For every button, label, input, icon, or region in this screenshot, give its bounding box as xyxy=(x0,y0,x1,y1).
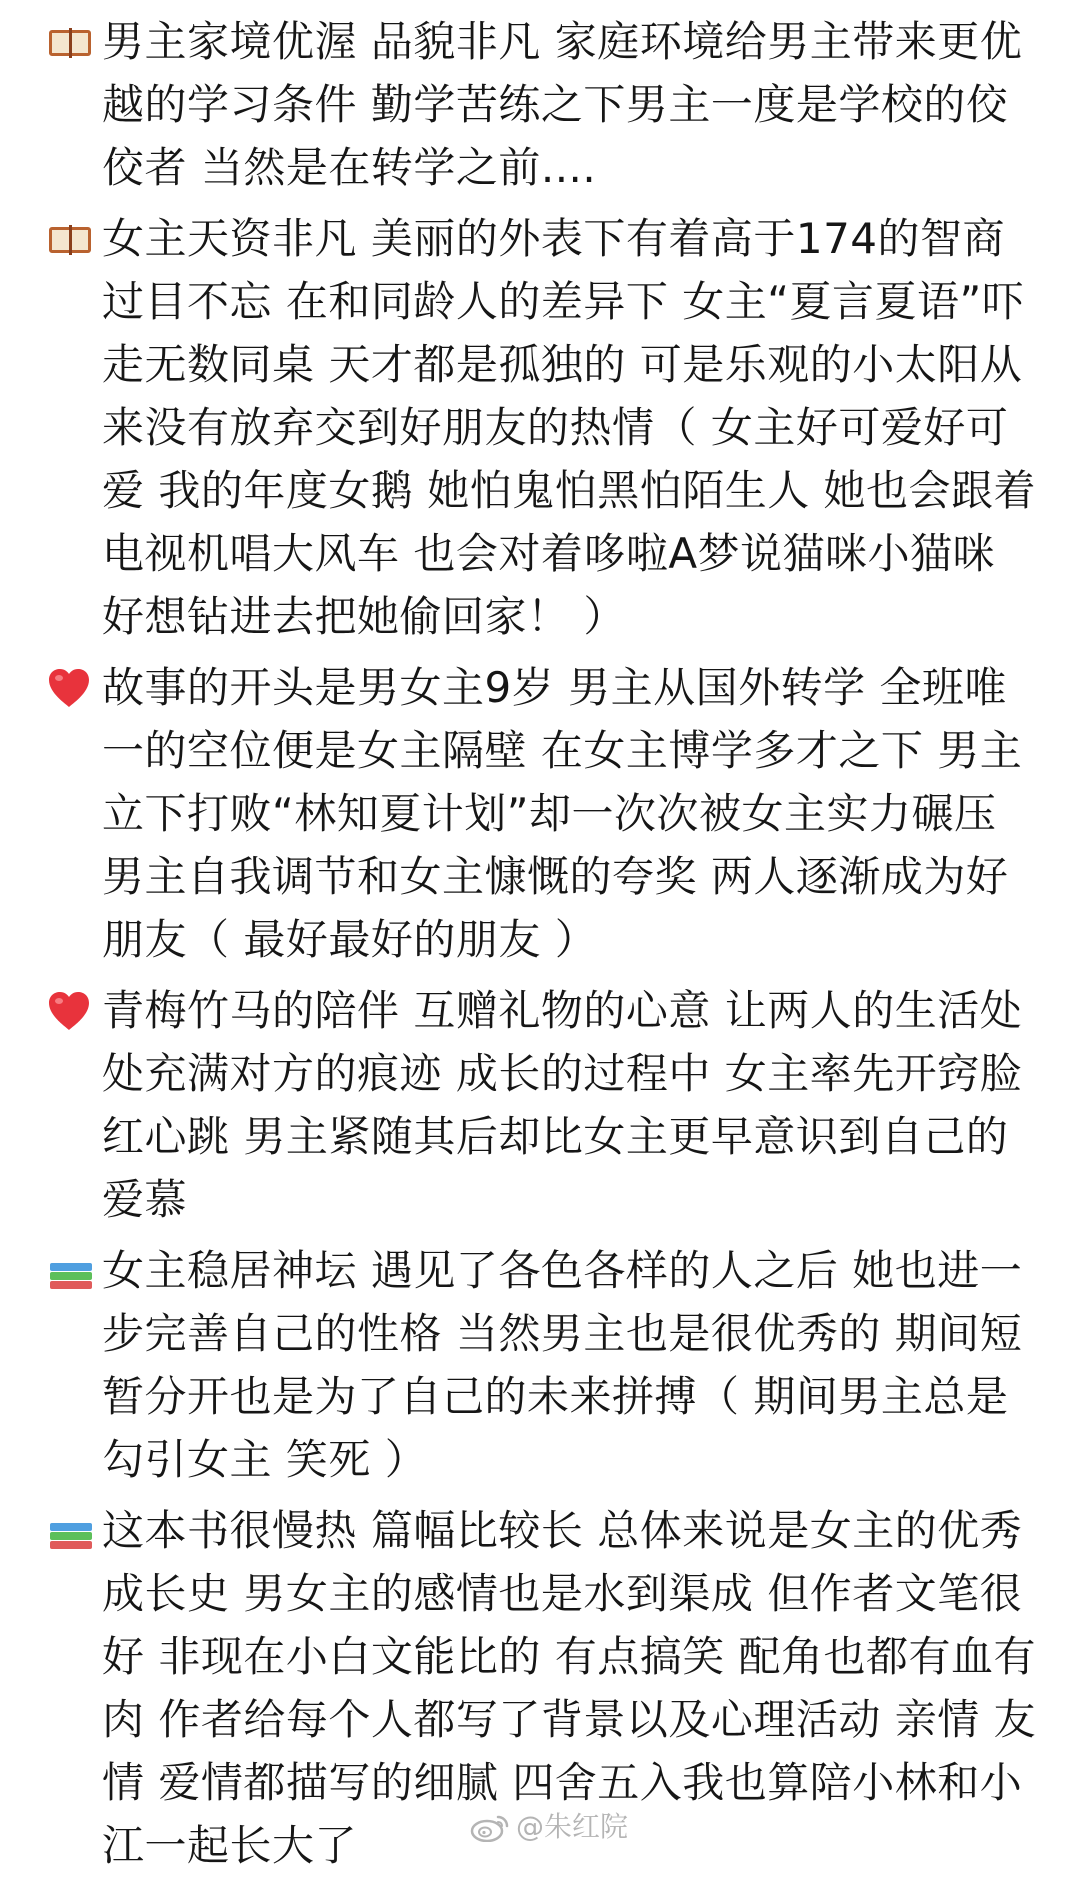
books-stack-icon xyxy=(46,1247,96,1297)
watermark-text: @朱红院 xyxy=(516,1810,629,1843)
paragraph-text: 青梅竹马的陪伴 互赠礼物的心意 让两人的生活处处充满对方的痕迹 成长的过程中 女主率先开窍脸红心跳 男主紧随其后却比女主更早意识到自己的爱慕 xyxy=(102,986,1023,1224)
paragraph-4 xyxy=(46,979,1046,1231)
paragraph-1 xyxy=(46,10,1046,199)
heart-icon xyxy=(46,987,96,1037)
books-stack-icon xyxy=(46,1507,96,1557)
paragraph-text: 女主天资非凡 美丽的外表下有着高于174的智商过目不忘 在和同龄人的差异下 女主“夏言夏语”吓走无数同桌 天才都是孤独的 可是乐观的小太阳从来没有放弃交到好朋友的热情（ 女主好可爱好可爱 我的年度女鹅 她怕鬼怕黑怕陌生人 她也会跟着电视机唱大风车 也会对着哆啦A梦说猫咪小猫咪 好想钻进去把她偷回家！ ） xyxy=(102,214,1037,641)
paragraph-3 xyxy=(46,656,1046,971)
paragraph-text: 故事的开头是男女主9岁 男主从国外转学 全班唯一的空位便是女主隔壁 在女主博学多才之下 男主立下打败“林知夏计划”却一次次被女主实力碾压 男主自我调节和女主慷慨的夸奖 两人逐渐成为好朋友（ 最好最好的朋友 ） xyxy=(102,663,1023,964)
weibo-icon xyxy=(470,1812,510,1842)
paragraph-text: 女主稳居神坛 遇见了各色各样的人之后 她也进一步完善自己的性格 当然男主也是很优秀的 期间短暂分开也是为了自己的未来拼搏（ 期间男主总是勾引女主 笑死 ） xyxy=(102,1246,1023,1484)
heart-icon xyxy=(46,664,96,714)
weibo-watermark xyxy=(470,1810,628,1844)
paragraph-5 xyxy=(46,1239,1046,1491)
paragraph-text: 这本书很慢热 篇幅比较长 总体来说是女主的优秀成长史 男女主的感情也是水到渠成 但作者文笔很好 非现在小白文能比的 有点搞笑 配角也都有血有肉 作者给每个人都写了背景以及心理活动 亲情 友情 爱情都描写的细腻 四舍五入我也算陪小林和小江一起长大了 xyxy=(102,1506,1037,1870)
open-book-icon xyxy=(46,18,96,68)
paragraph-text: 男主家境优渥 品貌非凡 家庭环境给男主带来更优越的学习条件 勤学苦练之下男主一度是学校的佼佼者 当然是在转学之前.... xyxy=(102,17,1023,192)
open-book-icon xyxy=(46,215,96,265)
paragraph-2 xyxy=(46,207,1046,648)
